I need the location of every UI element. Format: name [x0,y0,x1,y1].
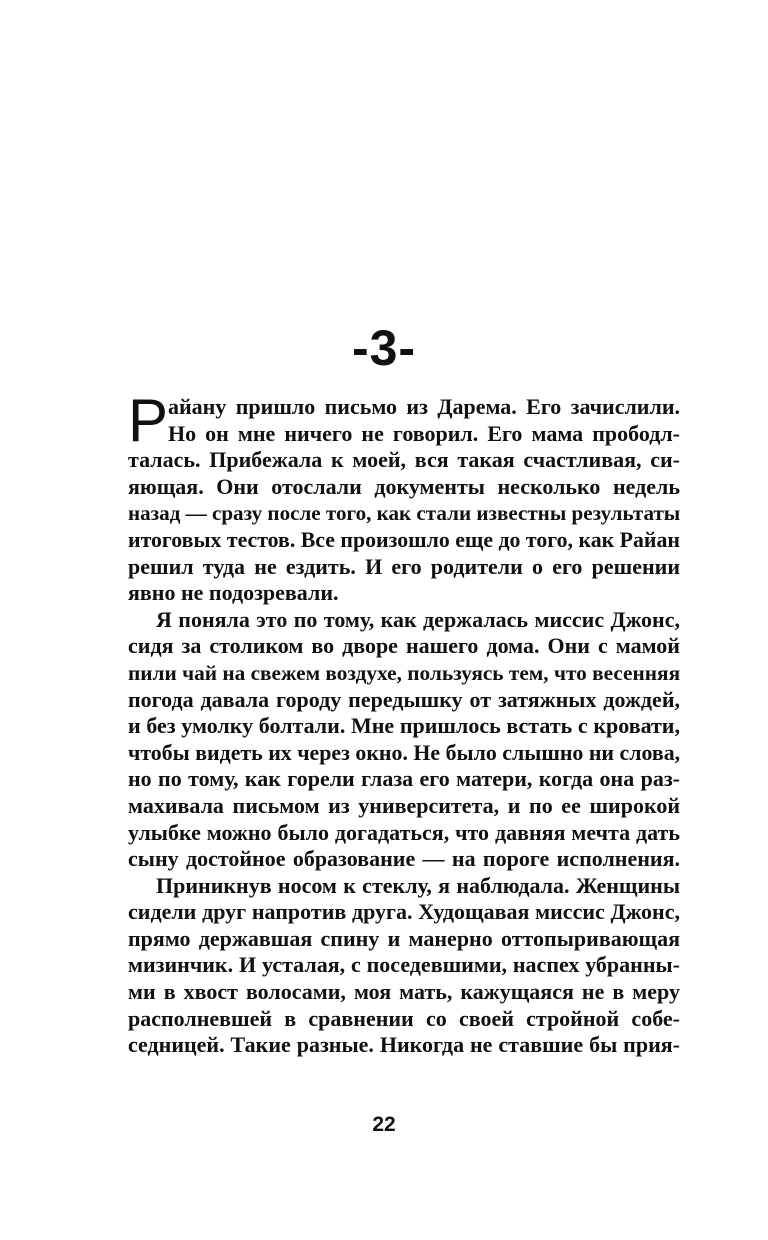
text-line: прямо державшая спину и манерно оттопыривающая [128,925,680,951]
body-text [128,387,681,1059]
text-line: назад — сразу после того, как стали известны результаты [128,501,681,526]
chapter-number: -3- [351,320,417,376]
text-line: айану пришло письмо из Дарема. Его зачислили. [168,394,680,419]
text-line: пили чай на свежем воздухе, пользуясь тем, что весенняя [128,660,681,685]
drop-cap: Р [128,387,169,454]
paragraph-2 [128,607,680,873]
text-line: Но он мне ничего не говорил. Его мама прободл- [168,420,680,446]
paragraph-1 [128,387,681,607]
page-number: 22 [372,1113,396,1136]
text-line: решил туда не ездить. И его родители о его решении [128,553,680,579]
text-line: располневшей в сравнении со своей стройной собе- [128,1005,680,1031]
text-line: яющая. Они отослали документы несколько недель [128,473,680,499]
text-line: мизинчик. И усталая, с поседевшими, наспех убранны- [128,952,680,978]
text-line: улыбке можно было догадаться, что давняя мечта дать [128,819,680,845]
text-line: ми в хвост волосами, моя мать, кажущаяся не в меру [128,979,680,1005]
text-line: сидя за столиком во дворе нашего дома. Они с мамой [128,633,680,659]
text-line: и без умолку болтали. Мне пришлось встать с кровати, [128,713,680,739]
text-line: погода давала городу передышку от затяжных дождей, [128,686,680,712]
text-line: махивала письмом из университета, и по ее широкой [128,792,680,818]
text-line: явно не подозревали. [128,580,339,606]
text-line: сидели друг напротив друга. Худощавая миссис Джонс, [128,899,680,925]
text-line: чтобы видеть их через окно. Не было слышно ни слова, [128,740,681,765]
paragraph-3 [128,873,680,1059]
text-line: но по тому, как горели глаза его матери, когда она раз- [128,766,680,792]
text-line: Я поняла это по тому, как держалась миссис Джонс, [156,606,680,632]
text-line: талась. Прибежала к моей, вся такая счастливая, си- [128,447,680,473]
text-line: сыну достойное образование — на пороге исполнения. [128,846,680,872]
text-line: седницей. Такие разные. Никогда не ставшие бы прия- [128,1032,680,1058]
text-line: Приникнув носом к стеклу, я наблюдала. Женщины [156,872,680,898]
text-line: итоговых тестов. Все произошло еще до того, как Райан [128,527,680,552]
